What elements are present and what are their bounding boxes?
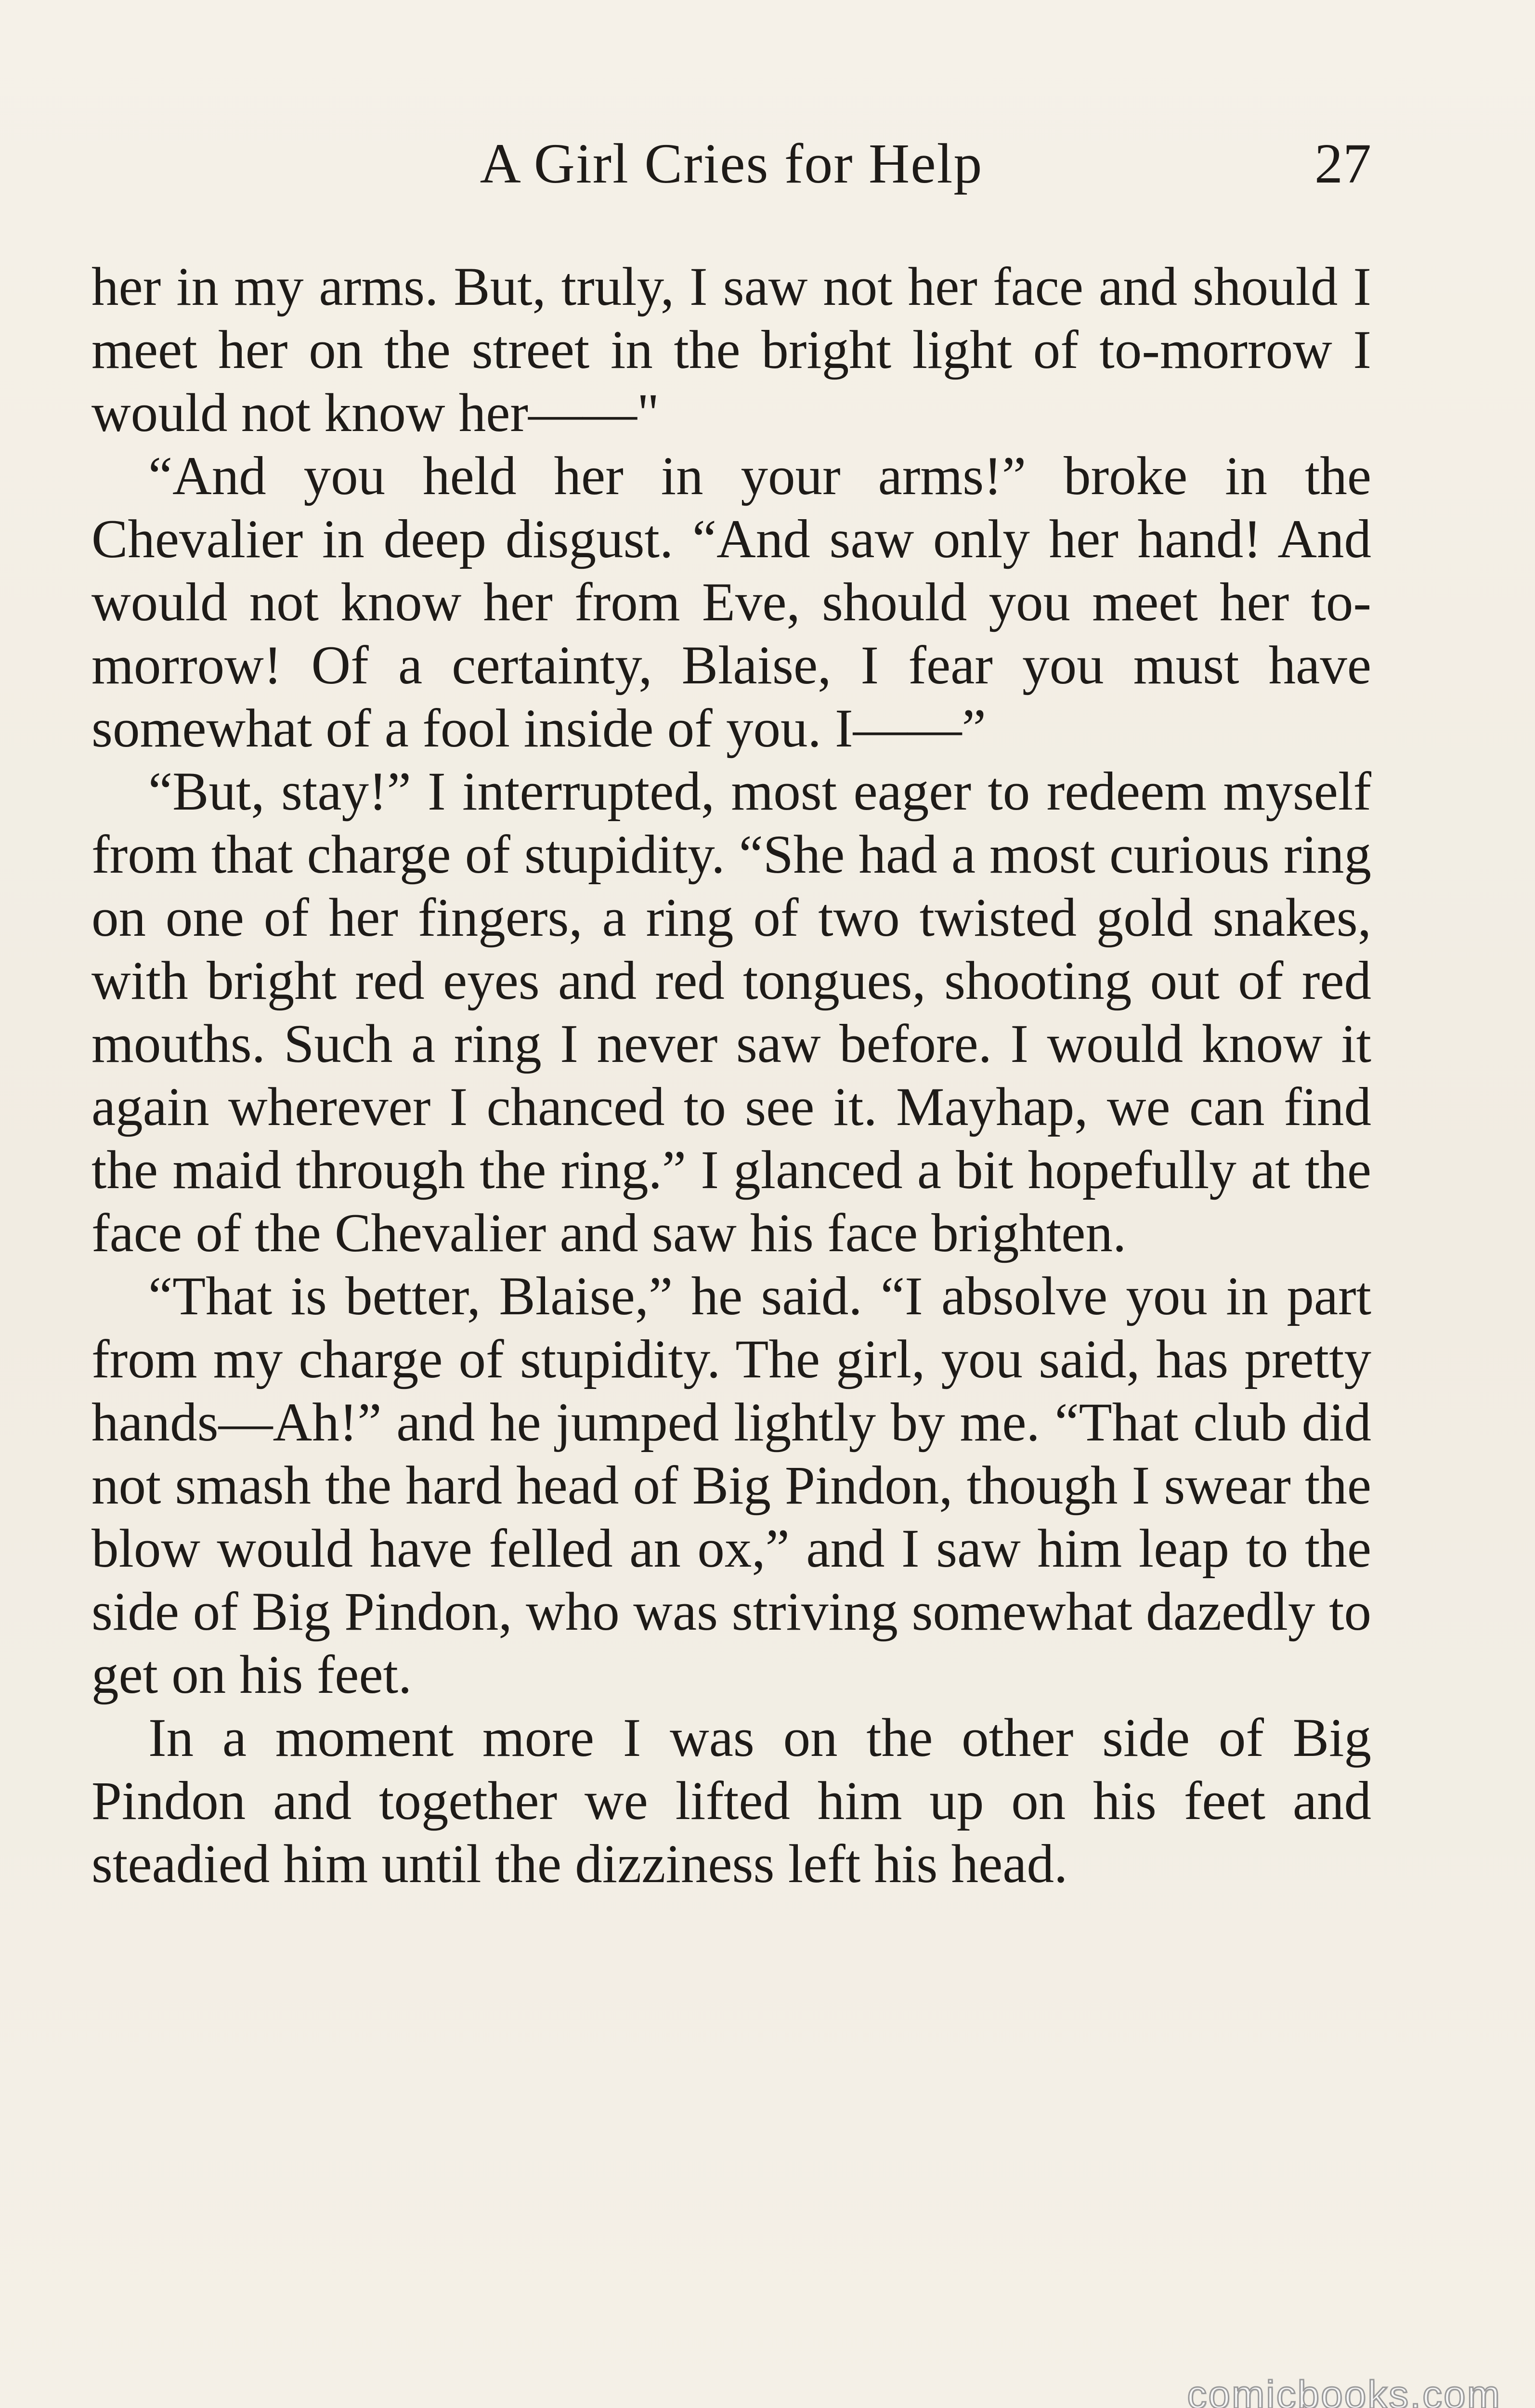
page-number: 27 bbox=[1314, 132, 1371, 195]
running-head-title: A Girl Cries for Help bbox=[480, 132, 983, 195]
page-header bbox=[91, 128, 1371, 200]
paragraph-continuation: her in my arms. But, truly, I saw not her face and should I meet her on the street in the bright light of to-morrow I would not know her——" bbox=[91, 257, 1371, 443]
paragraph: “But, stay!” I interrupted, most eager to redeem myself from that charge of stupidity. “She had a most curious ring on one of her fingers, a ring of two twisted gold snakes, with bright red eyes and red tongues, shooting out of red mouths. Such a ring I never saw before. I would know it again wherever I chanced to see it. Mayhap, we can find the maid through the ring.” I glanced a bit hopefully at the face of the Chevalier and saw his face brighten. bbox=[91, 761, 1371, 1263]
site-watermark: comicbooks.com bbox=[1187, 2373, 1501, 2408]
paragraph: “That is better, Blaise,” he said. “I absolve you in part from my charge of stupidity. The girl, you said, has pretty hands—Ah!” and he jumped lightly by me. “That club did not smash the hard head of Big Pindon, though I swear the blow would have felled an ox,” and I saw him leap to the side of Big Pindon, who was striving somewhat dazedly to get on his feet. bbox=[91, 1266, 1371, 1705]
body-text bbox=[91, 255, 1371, 1896]
paragraph: “And you held her in your arms!” broke in the Chevalier in deep disgust. “And saw only her hand! And would not know her from Eve, should you meet her to-morrow! Of a certainty, Blaise, I fear you must have somewhat of a fool inside of you. I——” bbox=[91, 446, 1371, 759]
paragraph: In a moment more I was on the other side of Big Pindon and together we lifted him up on his feet and steadied him until the dizziness left his head. bbox=[91, 1708, 1371, 1894]
